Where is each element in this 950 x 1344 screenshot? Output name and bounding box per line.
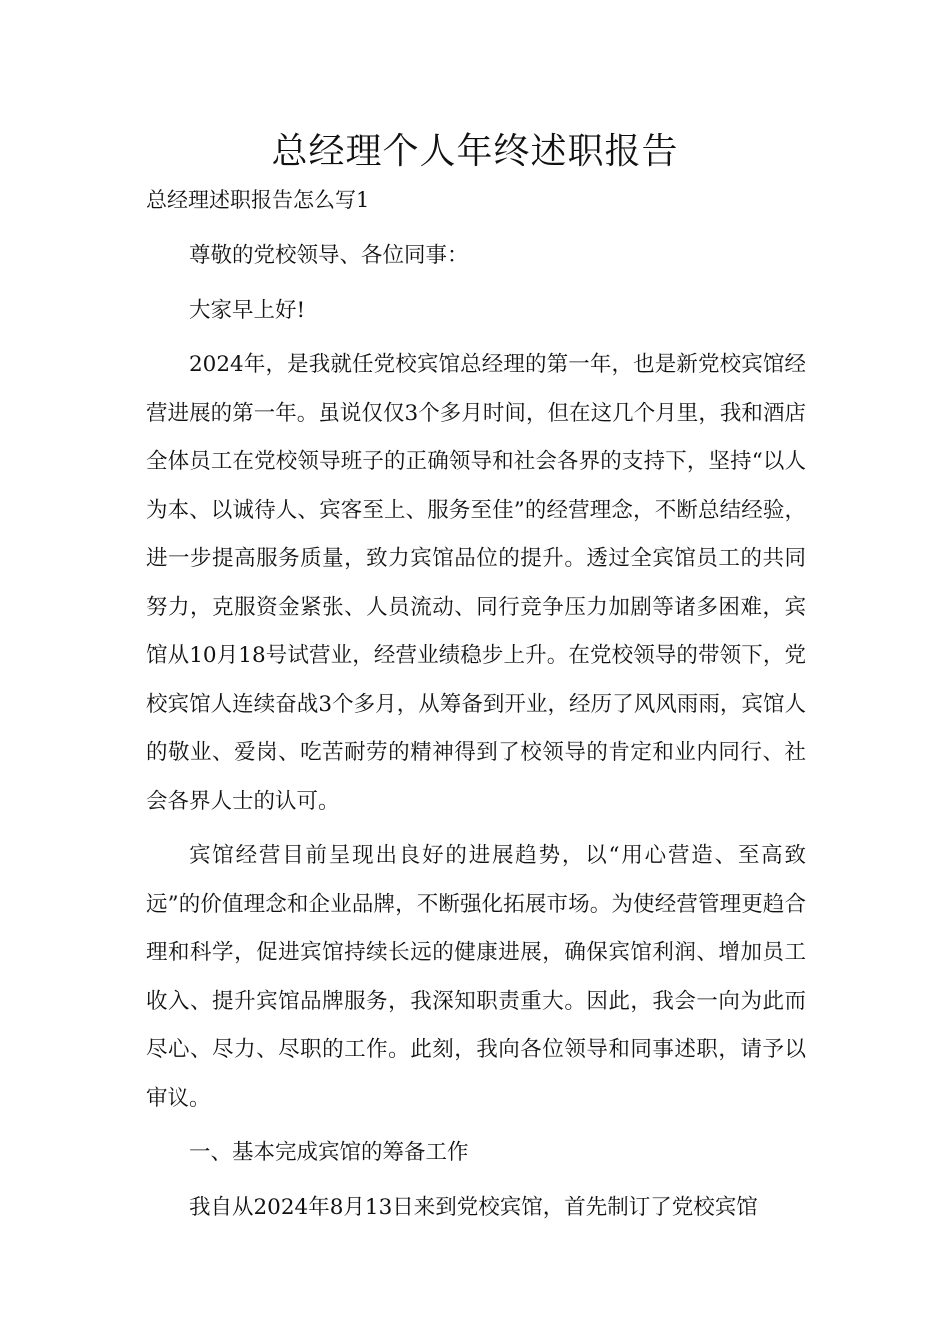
greeting-paragraph: 大家早上好! [189,297,306,323]
salutation-paragraph: 尊敬的党校领导、各位同事： [189,243,469,268]
body-paragraph: 2024年，是我就任党校宾馆总经理的第一年，也是新党校宾馆经营进展的第一年。虽说仅仅3个多月时间，但在这几个月里，我和酒店全体员工在党校领导班子的正确领导和社会各界的支持下，坚持“以人为本、以诚待人、宾客至上、服务至佳”的经营理念，不断总结经验，进一步提高服务质量，致力宾馆品位的提升。透过全宾馆员工的共同努力，克服资金紧张、人员流动、同行竞争压力加剧等诸多困难，宾馆从10月18号试营业，经营业绩稳步上升。在党校领导的带领下，党校宾馆人连续奋战3个多月，从筹备到开业，经历了风风雨雨，宾馆人的敬业、爱岗、吃苦耐劳的精神得到了校领导的肯定和业内同行、社会各界人士的认可。 [146,352,806,814]
section-heading: 一、基本完成宾馆的筹备工作 [189,1140,469,1165]
document-title: 总经理个人年终述职报告 [271,131,679,172]
body-paragraph: 我自从2024年8月13日来到党校宾馆，首先制订了党校宾馆 [189,1194,758,1220]
document-body [146,232,806,1238]
body-paragraph: 宾馆经营目前呈现出良好的进展趋势，以“用心营造、至高致远”的价值理念和企业品牌，不断强化拓展市场。为使经营管理更趋合理和科学，促进宾馆持续长远的健康进展，确保宾馆利润、增加员工收入、提升宾馆品牌服务，我深知职责重大。因此，我会一向为此而尽心、尽力、尽职的工作。此刻，我向各位领导和同事述职，请予以审议。 [146,843,806,1111]
document-subtitle: 总经理述职报告怎么写1 [146,188,370,212]
